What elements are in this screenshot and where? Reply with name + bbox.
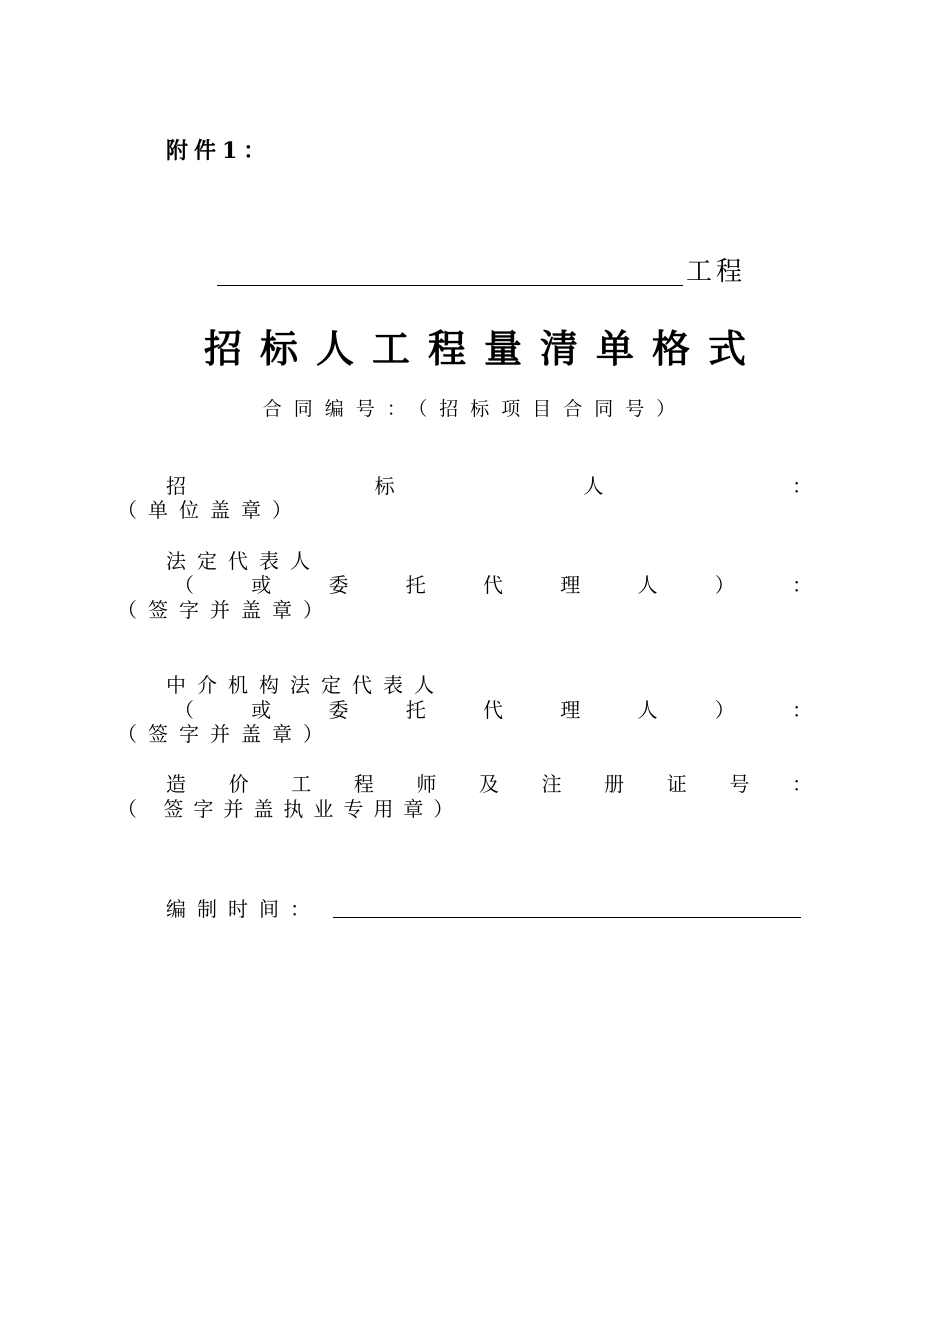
cost-engineer-char: 师 xyxy=(416,772,437,796)
agency-rep-char: 人 xyxy=(637,698,658,722)
agency-rep-char: 托 xyxy=(405,698,426,722)
compile-time-label: 编制时间： xyxy=(166,897,321,921)
cost-engineer-char: 价 xyxy=(228,772,249,796)
attachment-label: 附件1： xyxy=(166,138,272,164)
cost-engineer-char: 注 xyxy=(541,772,562,796)
agency-rep-char: （ xyxy=(174,698,194,722)
legal-rep-char: 委 xyxy=(328,573,349,597)
legal-rep-char: 代 xyxy=(483,573,503,597)
agency-rep-char: 委 xyxy=(328,698,349,722)
cost-engineer-char: 造 xyxy=(166,772,186,796)
legal-rep-line xyxy=(174,575,812,595)
agency-rep-line xyxy=(174,700,812,720)
project-suffix: 工程 xyxy=(686,257,747,287)
legal-rep-char: ： xyxy=(792,573,812,597)
contract-number: 合同编号：（招标项目合同号） xyxy=(262,398,688,420)
agency-rep-char: 代 xyxy=(483,698,503,722)
cost-engineer-note: （ 签字并盖执业专用章） xyxy=(117,797,464,821)
tenderer-char: 标 xyxy=(374,474,395,498)
legal-rep-note: （签字并盖章） xyxy=(117,598,334,622)
legal-rep-char: （ xyxy=(174,573,194,597)
agency-rep-char: 或 xyxy=(251,698,272,722)
legal-rep-char: 理 xyxy=(560,573,581,597)
cost-engineer-char: 及 xyxy=(478,772,499,796)
cost-engineer-line xyxy=(166,774,812,794)
agency-rep-char: ： xyxy=(792,698,812,722)
tenderer-note: （单位盖章） xyxy=(117,498,303,522)
legal-rep-char: 人 xyxy=(637,573,658,597)
legal-rep-char: 托 xyxy=(405,573,426,597)
compile-time-blank-line xyxy=(333,917,801,918)
legal-rep-char: 或 xyxy=(251,573,272,597)
cost-engineer-char: 册 xyxy=(604,772,625,796)
cost-engineer-char: ： xyxy=(791,772,812,796)
agency-rep-note: （签字并盖章） xyxy=(117,722,334,746)
cost-engineer-char: 证 xyxy=(666,772,687,796)
tenderer-char: 招 xyxy=(166,474,186,498)
tenderer-line xyxy=(166,476,812,496)
agency-rep-heading: 中介机构法定代表人 xyxy=(166,673,445,697)
cost-engineer-char: 工 xyxy=(291,772,312,796)
agency-rep-char: ） xyxy=(714,698,735,722)
tenderer-char: ： xyxy=(791,474,812,498)
project-name-blank-line xyxy=(217,285,683,286)
legal-rep-heading: 法定代表人 xyxy=(166,549,321,573)
agency-rep-char: 理 xyxy=(560,698,581,722)
cost-engineer-char: 程 xyxy=(353,772,374,796)
document-title: 招标人工程量清单格式 xyxy=(203,326,764,371)
cost-engineer-char: 号 xyxy=(729,772,750,796)
legal-rep-char: ） xyxy=(714,573,735,597)
tenderer-char: 人 xyxy=(583,474,604,498)
